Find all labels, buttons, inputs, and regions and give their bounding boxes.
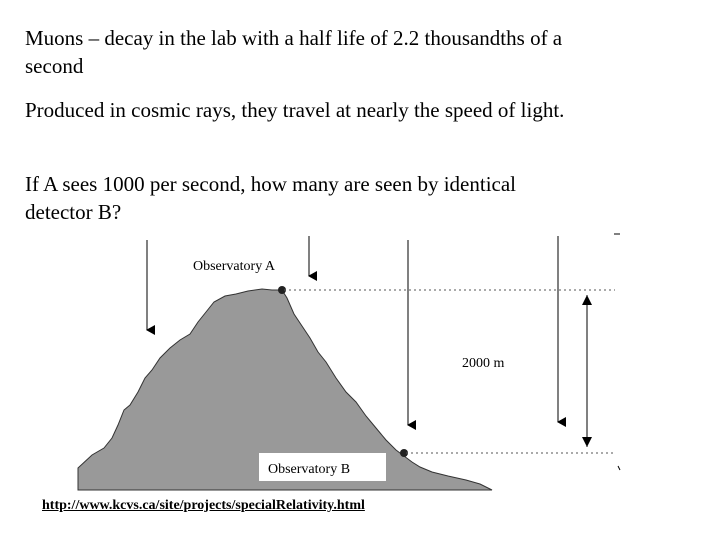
source-link[interactable]: http://www.kcvs.ca/site/projects/specialRelativity.html — [42, 498, 365, 513]
height-label: 2000 m — [462, 356, 505, 371]
question-paragraph: If A sees 1000 per second, how many are seen by identical detector B? — [25, 172, 517, 224]
observatory-b-label: Observatory B — [268, 462, 351, 477]
observatory-a-label: Observatory A — [193, 259, 276, 274]
intro-paragraph-cosmic-rays: Produced in cosmic rays, they travel at nearly the speed of light. — [25, 98, 565, 122]
height-arrow-bottom-head — [582, 437, 592, 447]
intro-paragraph-muon-half-life: Muons – decay in the lab with a half life of 2.2 thousandths of a second — [25, 26, 563, 78]
height-arrow-top-head — [582, 295, 592, 305]
edge-tick-bottom — [618, 466, 620, 470]
